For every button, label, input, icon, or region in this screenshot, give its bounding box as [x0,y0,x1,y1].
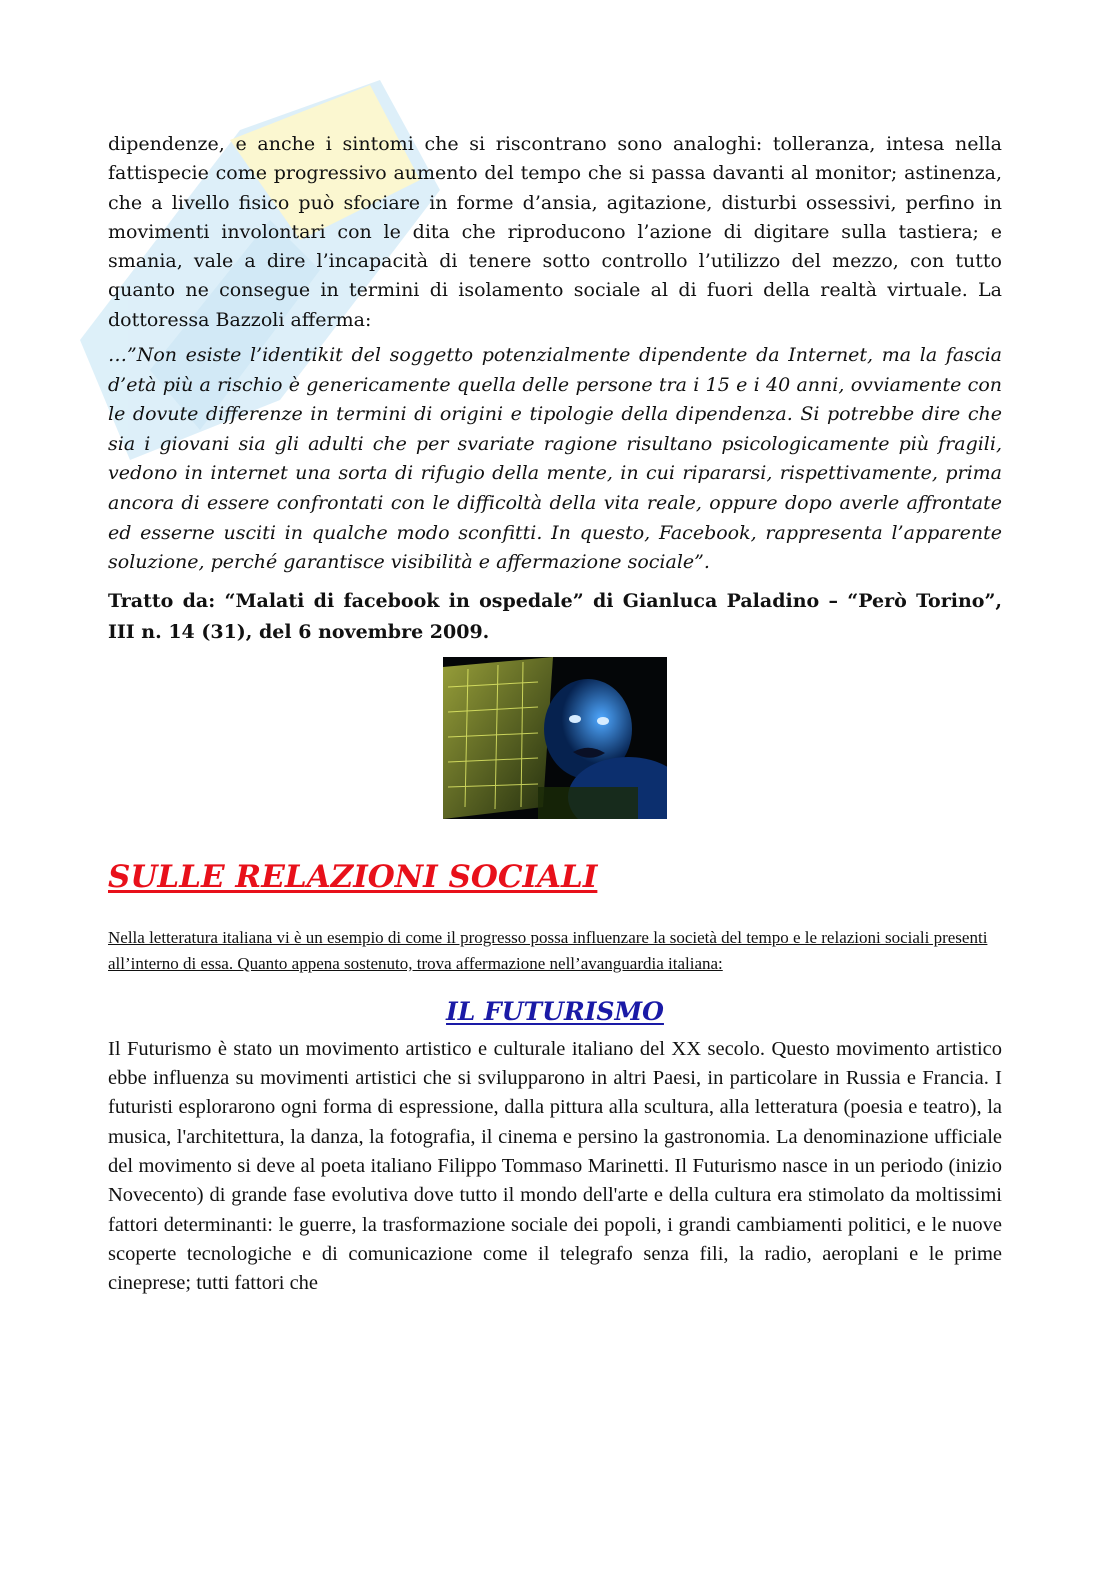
futurismo-title: IL FUTURISMO [446,996,664,1026]
source-citation: Tratto da: “Malati di facebook in ospedale” di Gianluca Paladino – “Però Torino”, III n. 14 (31), del 6 novembre 2009. [108,589,1002,643]
photo-container [108,657,1002,823]
document-page [108,130,1002,1299]
futurismo-paragraph: Il Futurismo è stato un movimento artistico e culturale italiano del XX secolo. Questo movimento artistico ebbe influenza su movimenti artistici che si svilupparono in altri Paesi, in particolare in Russia e Francia. I futuristi esplorarono ogni forma di espressione, dalla pittura alla scultura, alla letteratura (poesia e teatro), la musica, l'architettura, la danza, la fotografia, il cinema e persino la gastronomia. La denominazione ufficiale del movimento si deve al poeta italiano Filippo Tommaso Marinetti. Il Futurismo nasce in un periodo (inizio Novecento) di grande fase evolutiva dove tutto il mondo dell'arte e della cultura era stimolato da moltissimi fattori determinanti: le guerre, la trasformazione sociale dei popoli, i grandi cambiamenti politici, e le nuove scoperte tecnologiche e di comunicazione come il telegrafo senza fili, la radio, aeroplani e le prime cineprese; tutti fattori che [108,1037,1002,1295]
paragraph-dipendenze: dipendenze, e anche i sintomi che si riscontrano sono analoghi: tolleranza, intesa nella fattispecie come progressivo aumento del tempo che si passa davanti al monitor; astinenza, che a livello fisico può sfociare in forme d’ansia, agitazione, disturbi ossessivi, perfino in movimenti involontari con le dita che riproducono l’azione di digitare sulla tastiera; e smania, vale a dire l’incapacità di tenere sotto controllo l’utilizzo del mezzo, con tutto quanto ne consegue in termini di isolamento sociale al di fuori della realtà virtuale. La dottoressa Bazzoli afferma: [108,133,1002,331]
child-at-computer-photo [443,657,667,819]
intro-paragraph: Nella letteratura italiana vi è un esempio di come il progresso possa influenzare la società del tempo e le relazioni sociali presenti all’interno di essa. Quanto appena sostenuto, trova affermazione nell’avanguardia italiana: [108,927,988,973]
section-title: SULLE RELAZIONI SOCIALI [108,858,598,895]
quote-bazzoli: …”Non esiste l’identikit del soggetto potenzialmente dipendente da Internet, ma la fascia d’età più a rischio è genericamente quella delle persone tra i 15 e i 40 anni, ovviamente con le dovute differenze in termini di origini e tipologie della dipendenza. Si potrebbe dire che sia i giovani sia gli adulti che per svariate ragione risultano psicologicamente più fragili, vedono in internet una sorta di rifugio della mente, in cui ripararsi, rispettivamente, prima ancora di essere confrontati con le difficoltà della vita reale, oppure dopo averle affrontate ed esserne usciti in qualche modo sconfitti. In questo, Facebook, rappresenta l’apparente soluzione, perché garantisce visibilità e affermazione sociale”. [108,344,1002,574]
